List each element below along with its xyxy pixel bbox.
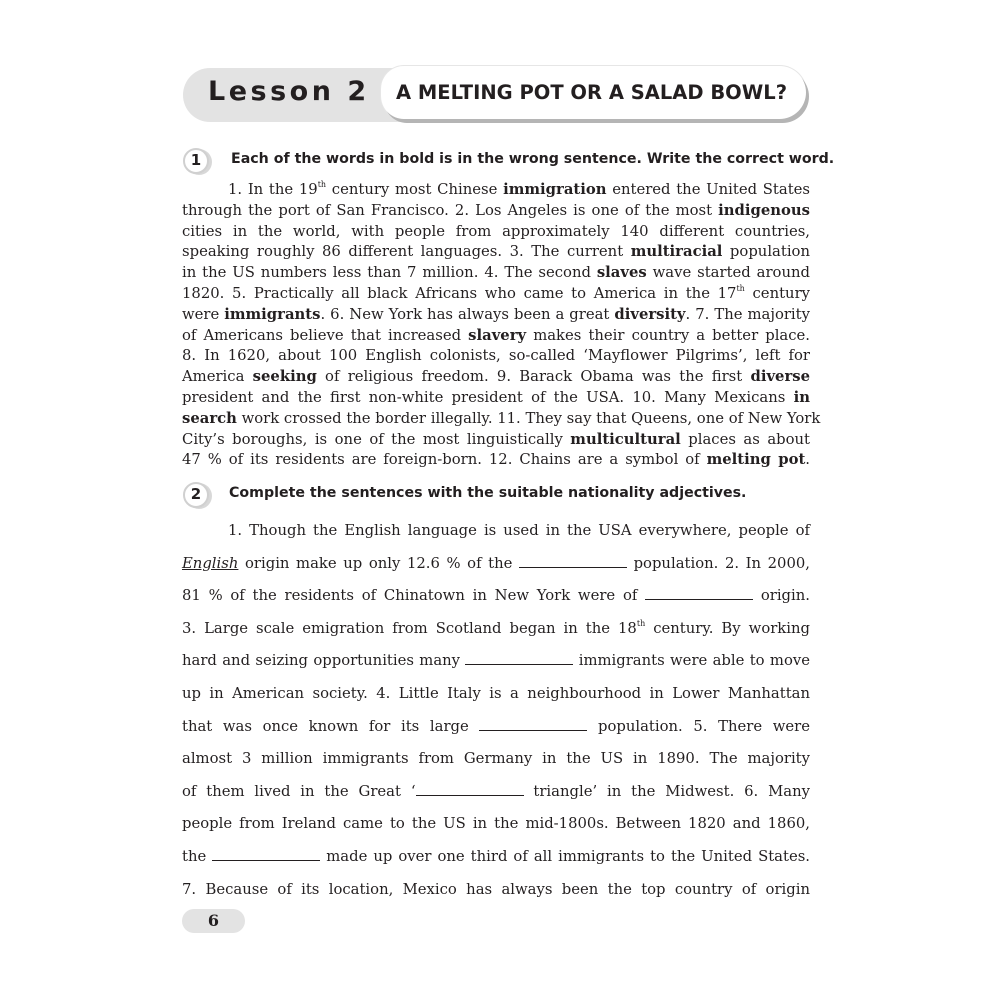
lesson-label: Lesson 2 <box>208 76 370 107</box>
blank-field[interactable] <box>519 555 627 568</box>
page-number: 6 <box>207 911 220 930</box>
task-1-instruction: Each of the words in bold is in the wrong sentence. Write the correct word. <box>231 151 835 167</box>
blank-field[interactable] <box>212 848 320 861</box>
task-1-text: 1. In the 19th century most Chinese immigration entered the United States through the port of San Francisco. 2. Los Angeles is one of the most indigenous cities in the world, with people from approximately 140 different countries, speaking roughly 86 different languages. 3. The current multiracial population in the US numbers less than 7 million. 4. The second slaves wave started around 1820. 5. Practically all black Africans who came to America in the 17th century were immigrants. 6. New York has always been a great diversity. 7. The majority of Americans believe that increased slavery makes their country a better place. 8. In 1620, about 100 English colonists, so-called ‘Mayflower Pilgrims’, left for America seeking of religious freedom. 9. Barack Obama was the first diverse president and the first non-white president of the USA. 10. Many Mexicans in search work crossed the border illegally. 11. They say that Queens, one of New York City’s boroughs, is one of the most linguistically multicultural places as about 47 % of its residents are foreign-born. 12. Chains are a symbol of melting pot. <box>182 180 821 469</box>
blank-field[interactable] <box>416 783 524 796</box>
task-2-text: 1. Though the English language is used in the USA everywhere, people of English origin make up only 12.6 % of the population. 2. In 2000, 81 % of the residents of Chinatown in New York were of origin. 3. Large scale emigration from Scotland began in the 18th century. By working hard and seizing opportunities many immigrants were able to move up in American society. 4. Little Italy is a neighbourhood in Lower Manhattan that was once known for its large population. 5. There were almost 3 million immigrants from Germany in the US in 1890. The majority of them lived in the Great ‘ triangle’ in the Midwest. 6. Many people from Ireland came to the US in the mid-1800s. Between 1820 and 1860, the made up over one third of all immigrants to the United States. 7. Because of its location, Mexico has always been the top country of origin <box>182 522 811 898</box>
task-2-number: 2 <box>183 482 209 508</box>
blank-field[interactable] <box>465 652 573 665</box>
task-1-number: 1 <box>183 148 209 174</box>
blank-field[interactable] <box>645 587 753 600</box>
task-2-instruction: Complete the sentences with the suitable nationality adjectives. <box>229 485 747 501</box>
lesson-title: A MELTING POT OR A SALAD BOWL? <box>396 81 788 104</box>
example-answer: English <box>182 554 239 572</box>
blank-field[interactable] <box>479 718 587 731</box>
